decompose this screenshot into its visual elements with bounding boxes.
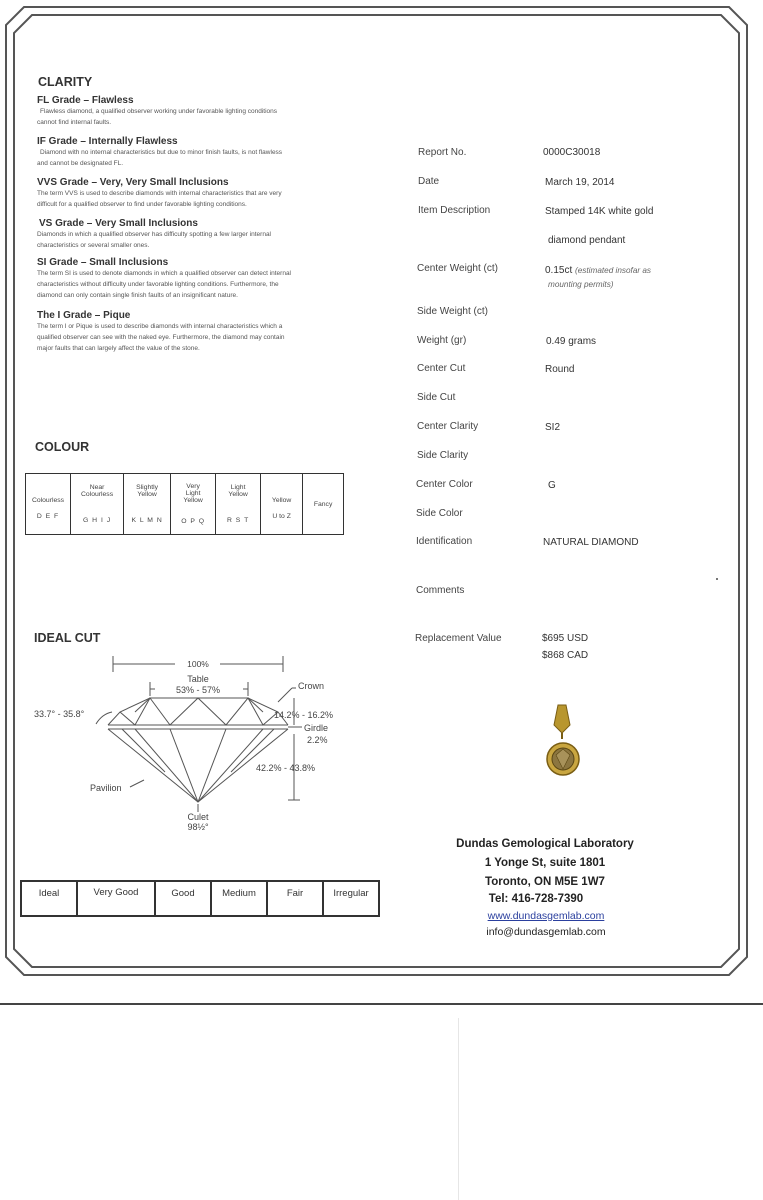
- grade-desc: Diamond with no internal characteristics but due to minor finish faults, is not flawless: [40, 149, 283, 156]
- diagram-pavilion-depth-label: 42.2% - 43.8%: [256, 763, 316, 773]
- grade-desc: Diamonds in which a qualified observer has difficulty spotting a few larger internal: [37, 231, 272, 238]
- weight-gr-label: Weight (gr): [417, 335, 467, 346]
- lab-address-2: Toronto, ON M5E 1W7: [485, 876, 605, 888]
- date-label: Date: [418, 176, 440, 187]
- colour-grades: O P Q: [181, 518, 205, 525]
- diagram-width-label: 100%: [187, 659, 209, 669]
- ideal-cut-title: IDEAL CUT: [34, 631, 101, 645]
- center-weight-note-1: (estimated insofar as: [575, 266, 652, 275]
- colour-cell: [216, 474, 261, 535]
- replacement-value-cad: $868 CAD: [542, 650, 589, 661]
- side-color-label: Side Color: [416, 508, 463, 519]
- center-weight-text: 0.15ct: [545, 265, 573, 276]
- weight-gr-value: 0.49 grams: [546, 336, 597, 347]
- clarity-grade-i: [37, 310, 357, 354]
- colour-grades: D E F: [36, 512, 60, 520]
- grade-desc: difficult for a qualified observer to find under favorable lighting conditions.: [37, 201, 247, 208]
- center-clarity-label: Center Clarity: [417, 421, 479, 432]
- replacement-value-usd: $695 USD: [542, 633, 589, 644]
- clarity-grade-si: [37, 257, 357, 310]
- scan-fold-line: [458, 1018, 459, 1200]
- date-value: March 19, 2014: [545, 177, 615, 188]
- grade-desc: The term I or Pique is used to describe diamonds with internal characteristics which a: [37, 323, 283, 330]
- diagram-pavilion-label: Pavilion: [90, 783, 122, 793]
- colour-title: COLOUR: [35, 440, 90, 454]
- clarity-title: CLARITY: [38, 75, 93, 89]
- diagram-crown-height-label: 14.2% - 16.2%: [274, 710, 334, 720]
- clarity-grade-fl: [37, 95, 357, 136]
- cut-grade-cell: Good: [155, 881, 211, 916]
- colour-name: Colourless: [31, 496, 65, 504]
- pendant-image: [540, 703, 590, 783]
- colour-name: Very Light Yellow: [183, 483, 203, 504]
- lab-phone: Tel: 416-728-7390: [488, 893, 584, 905]
- item-description-value: Stamped 14K white gold: [545, 206, 654, 217]
- colour-name: Yellow: [271, 496, 292, 504]
- grade-title: VS Grade – Very Small Inclusions: [39, 218, 198, 229]
- identification-label: Identification: [416, 536, 473, 547]
- grade-desc: cannot find internal faults.: [37, 119, 112, 126]
- colour-cell: [171, 474, 216, 535]
- grade-desc: major faults that can largely affect the value of the stone.: [37, 345, 200, 352]
- colour-cell: [71, 474, 124, 535]
- lab-website-link[interactable]: www.dundasgemlab.com: [487, 910, 605, 922]
- page-edge-line: [0, 1003, 763, 1005]
- lab-name: Dundas Gemological Laboratory: [456, 838, 634, 850]
- cut-grade-cell: Medium: [211, 881, 267, 916]
- cut-grade-cell: Ideal: [21, 881, 77, 916]
- grade-title: IF Grade – Internally Flawless: [37, 136, 178, 147]
- grade-desc: characteristics or several smaller ones.: [37, 242, 150, 249]
- lab-address-1: 1 Yonge St, suite 1801: [484, 857, 606, 869]
- center-clarity-value: SI2: [545, 422, 561, 433]
- diagram-culet-pct-label: 98½°: [187, 822, 209, 832]
- center-weight-value: [545, 264, 651, 277]
- cut-grade-table: [20, 880, 380, 917]
- colour-name: Near Colourless: [81, 484, 114, 498]
- diagram-girdle-pct-label: 2.2%: [307, 735, 328, 745]
- colour-name: Fancy: [313, 500, 333, 508]
- grade-desc: The term VVS is used to describe diamonds with internal characteristics that are very: [37, 190, 282, 197]
- center-cut-value: Round: [545, 364, 575, 375]
- grade-desc: Flawless diamond, a qualified observer working under favorable lighting conditions: [40, 108, 278, 115]
- diagram-table-pct-label: 53% - 57%: [175, 685, 221, 695]
- grade-desc: qualified observer can see with the naked eye. Furthermore, the diamond may contain: [37, 334, 285, 341]
- cut-grade-cell: Irregular: [323, 881, 379, 916]
- colour-grades: R S T: [226, 517, 250, 524]
- item-description-value-2: diamond pendant: [548, 235, 626, 246]
- grade-desc: diamond can only contain single finish faults of an insignificant nature.: [37, 292, 238, 299]
- diagram-crown-label: Crown: [298, 681, 325, 691]
- identification-value: NATURAL DIAMOND: [543, 537, 639, 548]
- colour-cell: [124, 474, 171, 535]
- side-clarity-label: Side Clarity: [417, 450, 469, 461]
- diamond-diagram: [30, 652, 360, 837]
- grade-title: SI Grade – Small Inclusions: [37, 257, 169, 268]
- clarity-grades: [37, 95, 357, 354]
- item-description-label: Item Description: [418, 205, 491, 216]
- colour-cell: [303, 474, 344, 535]
- center-color-value: G: [548, 480, 556, 491]
- colour-grades: G H I J: [82, 517, 112, 524]
- diagram-table-label: Table: [187, 674, 209, 684]
- colour-name: Light Yellow: [228, 484, 248, 498]
- clarity-grade-vvs: [37, 177, 357, 218]
- center-weight-note-2: mounting permits): [548, 280, 614, 289]
- report-no-label: Report No.: [418, 147, 467, 158]
- colour-grades: U to Z: [272, 512, 291, 520]
- grade-desc: characteristics without difficulty under favorable lighting conditions. Furthermore, the: [37, 281, 279, 288]
- colour-scale-table: [25, 473, 344, 535]
- colour-grades: K L M N: [131, 517, 163, 524]
- diagram-culet-label: Culet: [187, 812, 209, 822]
- grade-title: FL Grade – Flawless: [37, 95, 134, 106]
- diagram-girdle-label: Girdle: [304, 723, 329, 733]
- grade-title: The I Grade – Pique: [37, 310, 131, 321]
- cut-grade-cell: Very Good: [77, 881, 155, 916]
- side-cut-label: Side Cut: [417, 392, 456, 403]
- center-cut-label: Center Cut: [417, 363, 466, 374]
- cut-grade-cell: Fair: [267, 881, 323, 916]
- colour-name: Slightly Yellow: [136, 484, 159, 498]
- replacement-value-label: Replacement Value: [415, 633, 502, 644]
- scan-speck: [716, 578, 718, 580]
- clarity-grade-if: [37, 136, 357, 177]
- diagram-crown-angle-label: 33.7° - 35.8°: [34, 709, 85, 719]
- lab-email[interactable]: info@dundasgemlab.com: [486, 926, 606, 938]
- center-weight-label: Center Weight (ct): [417, 263, 498, 274]
- colour-cell: [26, 474, 71, 535]
- center-color-label: Center Color: [416, 479, 473, 490]
- colour-cell: [261, 474, 303, 535]
- clarity-grade-vs: [37, 218, 357, 257]
- side-weight-label: Side Weight (ct): [417, 306, 488, 317]
- grade-title: VVS Grade – Very, Very Small Inclusions: [37, 177, 229, 188]
- report-no-value: 0000C30018: [543, 147, 601, 158]
- grade-desc: The term SI is used to denote diamonds in which a qualified observer can detect internal: [37, 270, 292, 277]
- comments-label: Comments: [416, 585, 465, 596]
- grade-desc: and cannot be designated FL.: [37, 160, 124, 167]
